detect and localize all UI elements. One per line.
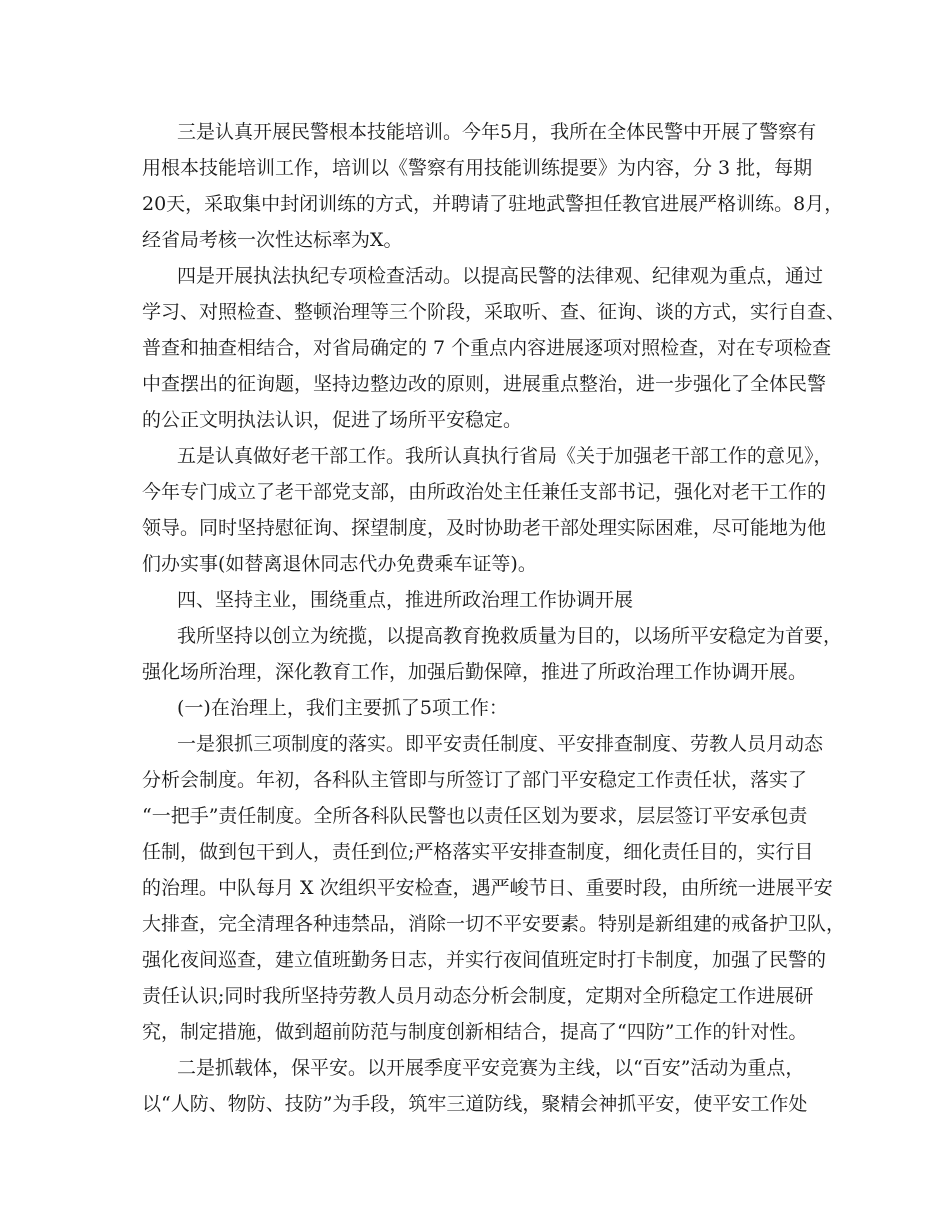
text-line: 二是抓载体，保平安。以开展季度平安竞赛为主线，以“百安”活动为重点， [177,1057,805,1079]
text-line: 的治理。中队每月 X 次组织平安检查，遇严峻节日、重要时段，由所统一进展平安 [142,877,833,899]
text-line: 究，制定措施，做到超前防范与制度创新相结合，提高了“四防”工作的针对性。 [142,1021,808,1043]
text-line: 强化场所治理，深化教育工作，加强后勤保障，推进了所政治理工作协调开展。 [142,661,808,683]
text-line: 中查摆出的征询题，坚持边整边改的原则，进展重点整治，进一步强化了全体民警 [142,373,827,395]
text-line: 领导。同时坚持慰征询、探望制度，及时协助老干部处理实际困难，尽可能地为他 [142,517,827,539]
text-line: 学习、对照检查、整顿治理等三个阶段，采取听、查、征询、谈的方式，实行自查、 [142,301,846,323]
text-line: 以“人防、物防、技防”为手段，筑牢三道防线，聚精会神抓平安，使平安工作处 [142,1093,808,1115]
text-line: 我所坚持以创立为统揽，以提高教育挽救质量为目的，以场所平安稳定为首要， [177,625,843,647]
text-line: 用根本技能培训工作，培训以《警察有用技能训练提要》为内容，分 3 批，每期 [142,157,813,179]
text-line: 分析会制度。年初，各科队主管即与所签订了部门平安稳定工作责任状，落实了 [142,769,808,791]
section-heading: 四、坚持主业，围绕重点，推进所政治理工作协调开展 [177,589,634,611]
text-line: 经省局考核一次性达标率为X。 [142,229,403,251]
text-line: 强化夜间巡查，建立值班勤务日志，并实行夜间值班定时打卡制度，加强了民警的 [142,949,827,971]
text-line: 任制，做到包干到人，责任到位;严格落实平安排查制度，细化责任目的，实行目 [142,841,814,863]
text-line: 大排查，完全清理各种违禁品，消除一切不平安要素。特别是新组建的戒备护卫队， [142,913,846,935]
text-line: 的公正文明执法认识，促进了场所平安稳定。 [142,409,523,431]
text-line: 责任认识;同时我所坚持劳教人员月动态分析会制度，定期对全所稳定工作进展研 [142,985,814,1007]
text-line: 一是狠抓三项制度的落实。即平安责任制度、平安排查制度、劳教人员月动态 [177,733,824,755]
text-line: 四是开展执法执纪专项检查活动。以提高民警的法律观、纪律观为重点，通过 [177,265,824,287]
text-line: “一把手”责任制度。全所各科队民警也以责任区划为要求，层层签订平安承包责 [142,805,808,827]
text-line: 们办实事(如替离退休同志代办免费乘车证等)。 [142,553,537,575]
text-line: 三是认真开展民警根本技能培训。今年5月，我所在全体民警中开展了警察有 [177,121,817,143]
text-line: 20天，采取集中封闭训练的方式，并聘请了驻地武警担任教官进展严格训练。8月， [142,193,844,215]
text-line: 普查和抽查相结合，对省局确定的 7 个重点内容进展逐项对照检查，对在专项检查 [142,337,832,359]
subsection-heading: (一)在治理上，我们主要抓了5项工作： [177,697,508,719]
text-line: 五是认真做好老干部工作。我所认真执行省局《关于加强老干部工作的意见》， [177,445,833,467]
text-line: 今年专门成立了老干部党支部，由所政治处主任兼任支部书记，强化对老干工作的 [142,481,827,503]
